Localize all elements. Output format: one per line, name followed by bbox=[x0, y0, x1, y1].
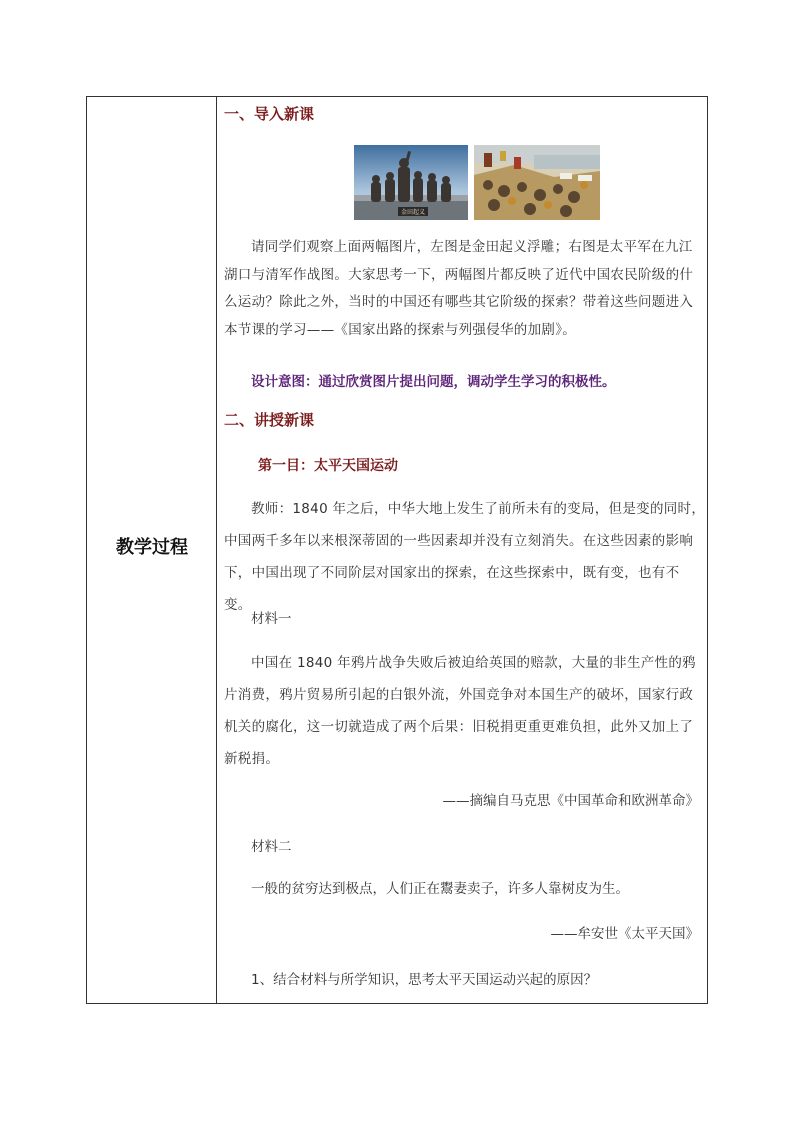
intro-paragraph: 请同学们观察上面两幅图片，左图是金田起义浮雕；右图是太平军在九江湖口与清军作战图。大家思考一下，两幅图片都反映了近代中国农民阶级的什么运动？除此之外，当时的中国还有哪些其它阶级的探索？带着这些问题进入本节课的学习——《国家出路的探索与列强侵华的加剧》。 bbox=[224, 239, 694, 338]
jintian-relief-image bbox=[354, 145, 468, 220]
relief-sign: 金田起义 bbox=[400, 209, 426, 216]
section1-title: 一、导入新课 bbox=[224, 105, 315, 123]
design-intent: 设计意图：通过欣赏图片提出问题，调动学生学习的积极性。 bbox=[251, 374, 616, 390]
battle-painting-icon bbox=[474, 145, 600, 220]
material1-text: 中国在 1840 年鸦片战争失败后被迫给英国的赔款，大量的非生产性的鸦片消费，鸦片贸易所引起的白银外流，外国竞争对本国生产的破坏，国家行政机关的腐化，这一切就造成了两个后果：旧税捐更重更难负担，此外又加上了新税捐。 bbox=[224, 655, 696, 767]
material2-text: 一般的贫穷达到极点，人们正在鬻妻卖子，许多人靠树皮为生。 bbox=[251, 881, 629, 897]
lesson-table bbox=[86, 96, 708, 1004]
section2-title: 二、讲授新课 bbox=[224, 411, 315, 429]
subsection-title: 第一目：太平天国运动 bbox=[258, 458, 398, 474]
material2-source: ——牟安世《太平天国》 bbox=[550, 926, 699, 942]
teacher-paragraph: 教师：1840 年之后，中华大地上发生了前所未有的变局，但是变的同时，中国两千多年以来根深蒂固的一些因素却并没有立刻消失。在这些因素的影响下，中国出现了不同阶层对国家出的探索，在这些探索中，既有变，也有不变。 bbox=[224, 501, 706, 613]
material1-source: ——摘编自马克思《中国革命和欧洲革命》 bbox=[442, 793, 699, 809]
material1-label: 材料一 bbox=[251, 611, 292, 627]
material2-label: 材料二 bbox=[251, 839, 292, 855]
battle-painting-image bbox=[474, 145, 600, 220]
statue-relief-icon bbox=[354, 145, 468, 220]
content-column bbox=[218, 97, 707, 1003]
section-label: 教学过程 bbox=[116, 537, 188, 558]
question-1: 1、结合材料与所学知识，思考太平天国运动兴起的原因？ bbox=[251, 972, 598, 988]
left-column bbox=[87, 97, 217, 1003]
